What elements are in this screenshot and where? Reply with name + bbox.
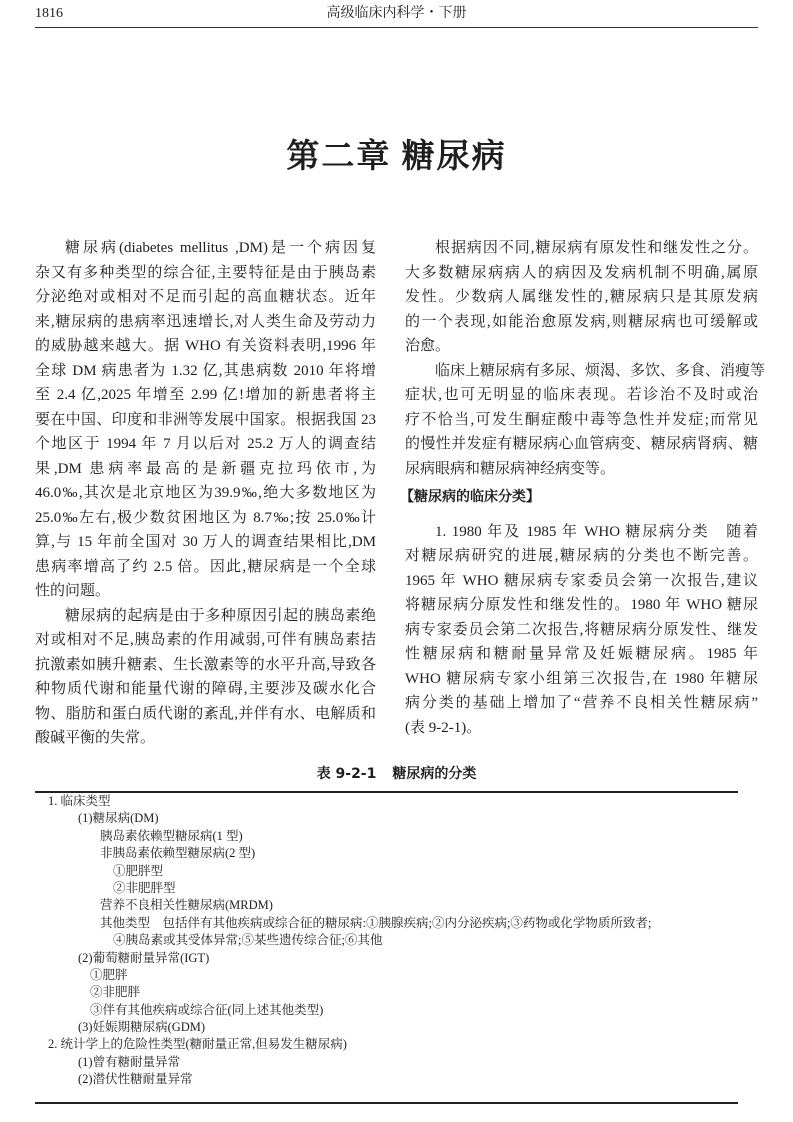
text-line: 全球 DM 病患者为 1.32 亿,其患病数 2010 年将增 <box>35 362 376 379</box>
text-line: 性的问题。 <box>35 583 111 599</box>
text-line: 抗激素如胰升糖素、生长激素等的水平升高,导致各 <box>35 656 376 673</box>
table-row: ②非肥胖 <box>90 985 141 1000</box>
table-row: 胰岛素依赖型糖尿病(1 型) <box>100 828 243 843</box>
text-line: 根据病因不同,糖尿病有原发性和继发性之分。 <box>435 240 758 256</box>
text-line: 种物质代谢和能量代谢的障碍,主要涉及碳水化合 <box>35 681 376 697</box>
section-heading: 【糖尿病的临床分类】 <box>400 489 540 505</box>
table-bottom-rule <box>35 1102 738 1104</box>
table-row: 非胰岛素依赖型糖尿病(2 型) <box>100 846 256 861</box>
text-line: 大多数糖尿病病人的病因及发病机制不明确,属原 <box>405 264 758 281</box>
text-line: 将糖尿病分原发性和继发性的。1980 年 WHO 糖尿 <box>405 597 758 613</box>
text-line: 至 2.4 亿,2025 年增至 2.99 亿!增加的新患者将主 <box>35 387 376 403</box>
table-row: (2)葡萄糖耐量异常(IGT) <box>78 950 210 965</box>
text-line: 果,DM 患病率最高的是新疆克拉玛依市,为 <box>35 460 376 477</box>
text-line: 酸碱平衡的失常。 <box>35 730 156 746</box>
running-title: 高级临床内科学・下册 <box>326 6 467 21</box>
table-caption <box>0 763 793 783</box>
text-line: 糖尿病(diabetes mellitus ,DM)是一个病因复 <box>65 240 376 256</box>
text-line: 46.0‰,其次是北京地区为39.9‰,绝大多数地区为 <box>35 485 376 501</box>
text-line: 个地区于 1994 年 7 月以后对 25.2 万人的调查结 <box>35 436 376 452</box>
text-line: 症状,也可无明显的临床表现。若诊治不及时或治 <box>405 387 758 403</box>
paragraph <box>35 236 376 604</box>
table-row: ①肥胖型 <box>113 863 164 878</box>
table-row: ④胰岛素或其受体异常;⑤某些遗传综合征;⑥其他 <box>113 933 383 948</box>
text-line: 性糖尿病和糖耐量异常及妊娠糖尿病。1985 年 <box>405 646 758 662</box>
text-line: 治愈。 <box>405 338 451 354</box>
table-title: 糖尿病的分类 <box>392 766 477 782</box>
text-line: (表 9-2-1)。 <box>405 719 482 736</box>
classification-table <box>35 793 738 1089</box>
table-row: ③伴有其他疾病或综合征(同上述其他类型) <box>90 1002 324 1017</box>
header-rule <box>35 27 758 28</box>
table-row: ②非肥胖型 <box>113 880 176 895</box>
text-line: 25.0‰左右,极少数贫困地区为 8.7‰;按 25.0‰计 <box>35 509 376 526</box>
text-line: 患病率增高了约 2.5 倍。因此,糖尿病是一个全球 <box>35 558 376 575</box>
text-line: 来,糖尿病的患病率迅速增长,对人类生命及劳动力 <box>35 313 376 330</box>
table-row: 营养不良相关性糖尿病(MRDM) <box>100 898 273 913</box>
paragraph <box>405 236 758 359</box>
paragraph <box>35 604 376 751</box>
table-number: 表 9-2-1 <box>316 766 377 782</box>
text-line: 糖尿病的起病是由于多种原因引起的胰岛素绝 <box>65 607 376 624</box>
text-line: 分泌绝对或相对不足而引起的高血糖状态。近年 <box>35 289 376 305</box>
chapter-title: 第二章 糖尿病 <box>286 139 507 175</box>
table-row: 1. 临床类型 <box>48 794 111 808</box>
text-line: 要在中国、印度和非洲等发展中国家。根据我国 23 <box>35 411 376 428</box>
table-row: (3)妊娠期糖尿病(GDM) <box>78 1020 206 1035</box>
text-line: 1965 年 WHO 糖尿病专家委员会第一次报告,建议 <box>405 572 758 589</box>
text-line: 疗不恰当,可发生酮症酸中毒等急性并发症;而常见 <box>405 411 758 428</box>
text-line: 算,与 15 年前全国对 30 万人的调查结果相比,DM <box>35 534 376 550</box>
text-line: 尿病眼病和糖尿病神经病变等。 <box>405 460 616 477</box>
table-row: (2)潜伏性糖耐量异常 <box>78 1072 193 1087</box>
text-line: WHO 糖尿病专家小组第三次报告,在 1980 年糖尿 <box>405 670 758 687</box>
text-line: 病分类的基础上增加了“营养不良相关性糖尿病” <box>405 695 758 711</box>
text-line: 的慢性并发症有糖尿病心血管病变、糖尿病肾病、糖 <box>405 436 758 452</box>
table-row: ①肥胖 <box>90 967 128 982</box>
text-line: 的一个表现,如能治愈原发病,则糖尿病也可缓解或 <box>405 313 758 330</box>
left-column <box>35 236 376 751</box>
text-line: 的威胁越来越大。据 WHO 有关资料表明,1996 年 <box>35 338 376 354</box>
text-line: 对或相对不足,胰岛素的作用减弱,可伴有胰岛素拮 <box>35 632 376 648</box>
text-line: 杂又有多种类型的综合征,主要特征是由于胰岛素 <box>35 264 376 281</box>
text-line: 物、脂肪和蛋白质代谢的紊乱,并伴有水、电解质和 <box>35 705 376 722</box>
table-row: 其他类型 包括伴有其他疾病或综合征的糖尿病:①胰腺疾病;②内分泌疾病;③药物或化学物质所致者; <box>100 915 652 930</box>
text-line: 对糖尿病研究的进展,糖尿病的分类也不断完善。 <box>405 548 758 564</box>
table-row: (1)曾有糖耐量异常 <box>78 1054 181 1069</box>
text-line: 病专家委员会第二次报告,将糖尿病分原发性、继发 <box>405 621 758 638</box>
paragraph <box>405 359 766 482</box>
paragraph <box>405 520 758 741</box>
table-row: (1)糖尿病(DM) <box>78 811 159 826</box>
text-line: 临床上糖尿病有多尿、烦渴、多饮、多食、消瘦等 <box>435 362 766 379</box>
text-line: 1. 1980 年及 1985 年 WHO 糖尿病分类 随着 <box>435 523 758 540</box>
right-column <box>400 236 766 740</box>
text-line: 发性。少数病人属继发性的,糖尿病只是其原发病 <box>405 289 758 305</box>
table-row: 2. 统计学上的危险性类型(糖耐量正常,但易发生糖尿病) <box>48 1037 347 1052</box>
page-number: 1816 <box>35 6 63 21</box>
